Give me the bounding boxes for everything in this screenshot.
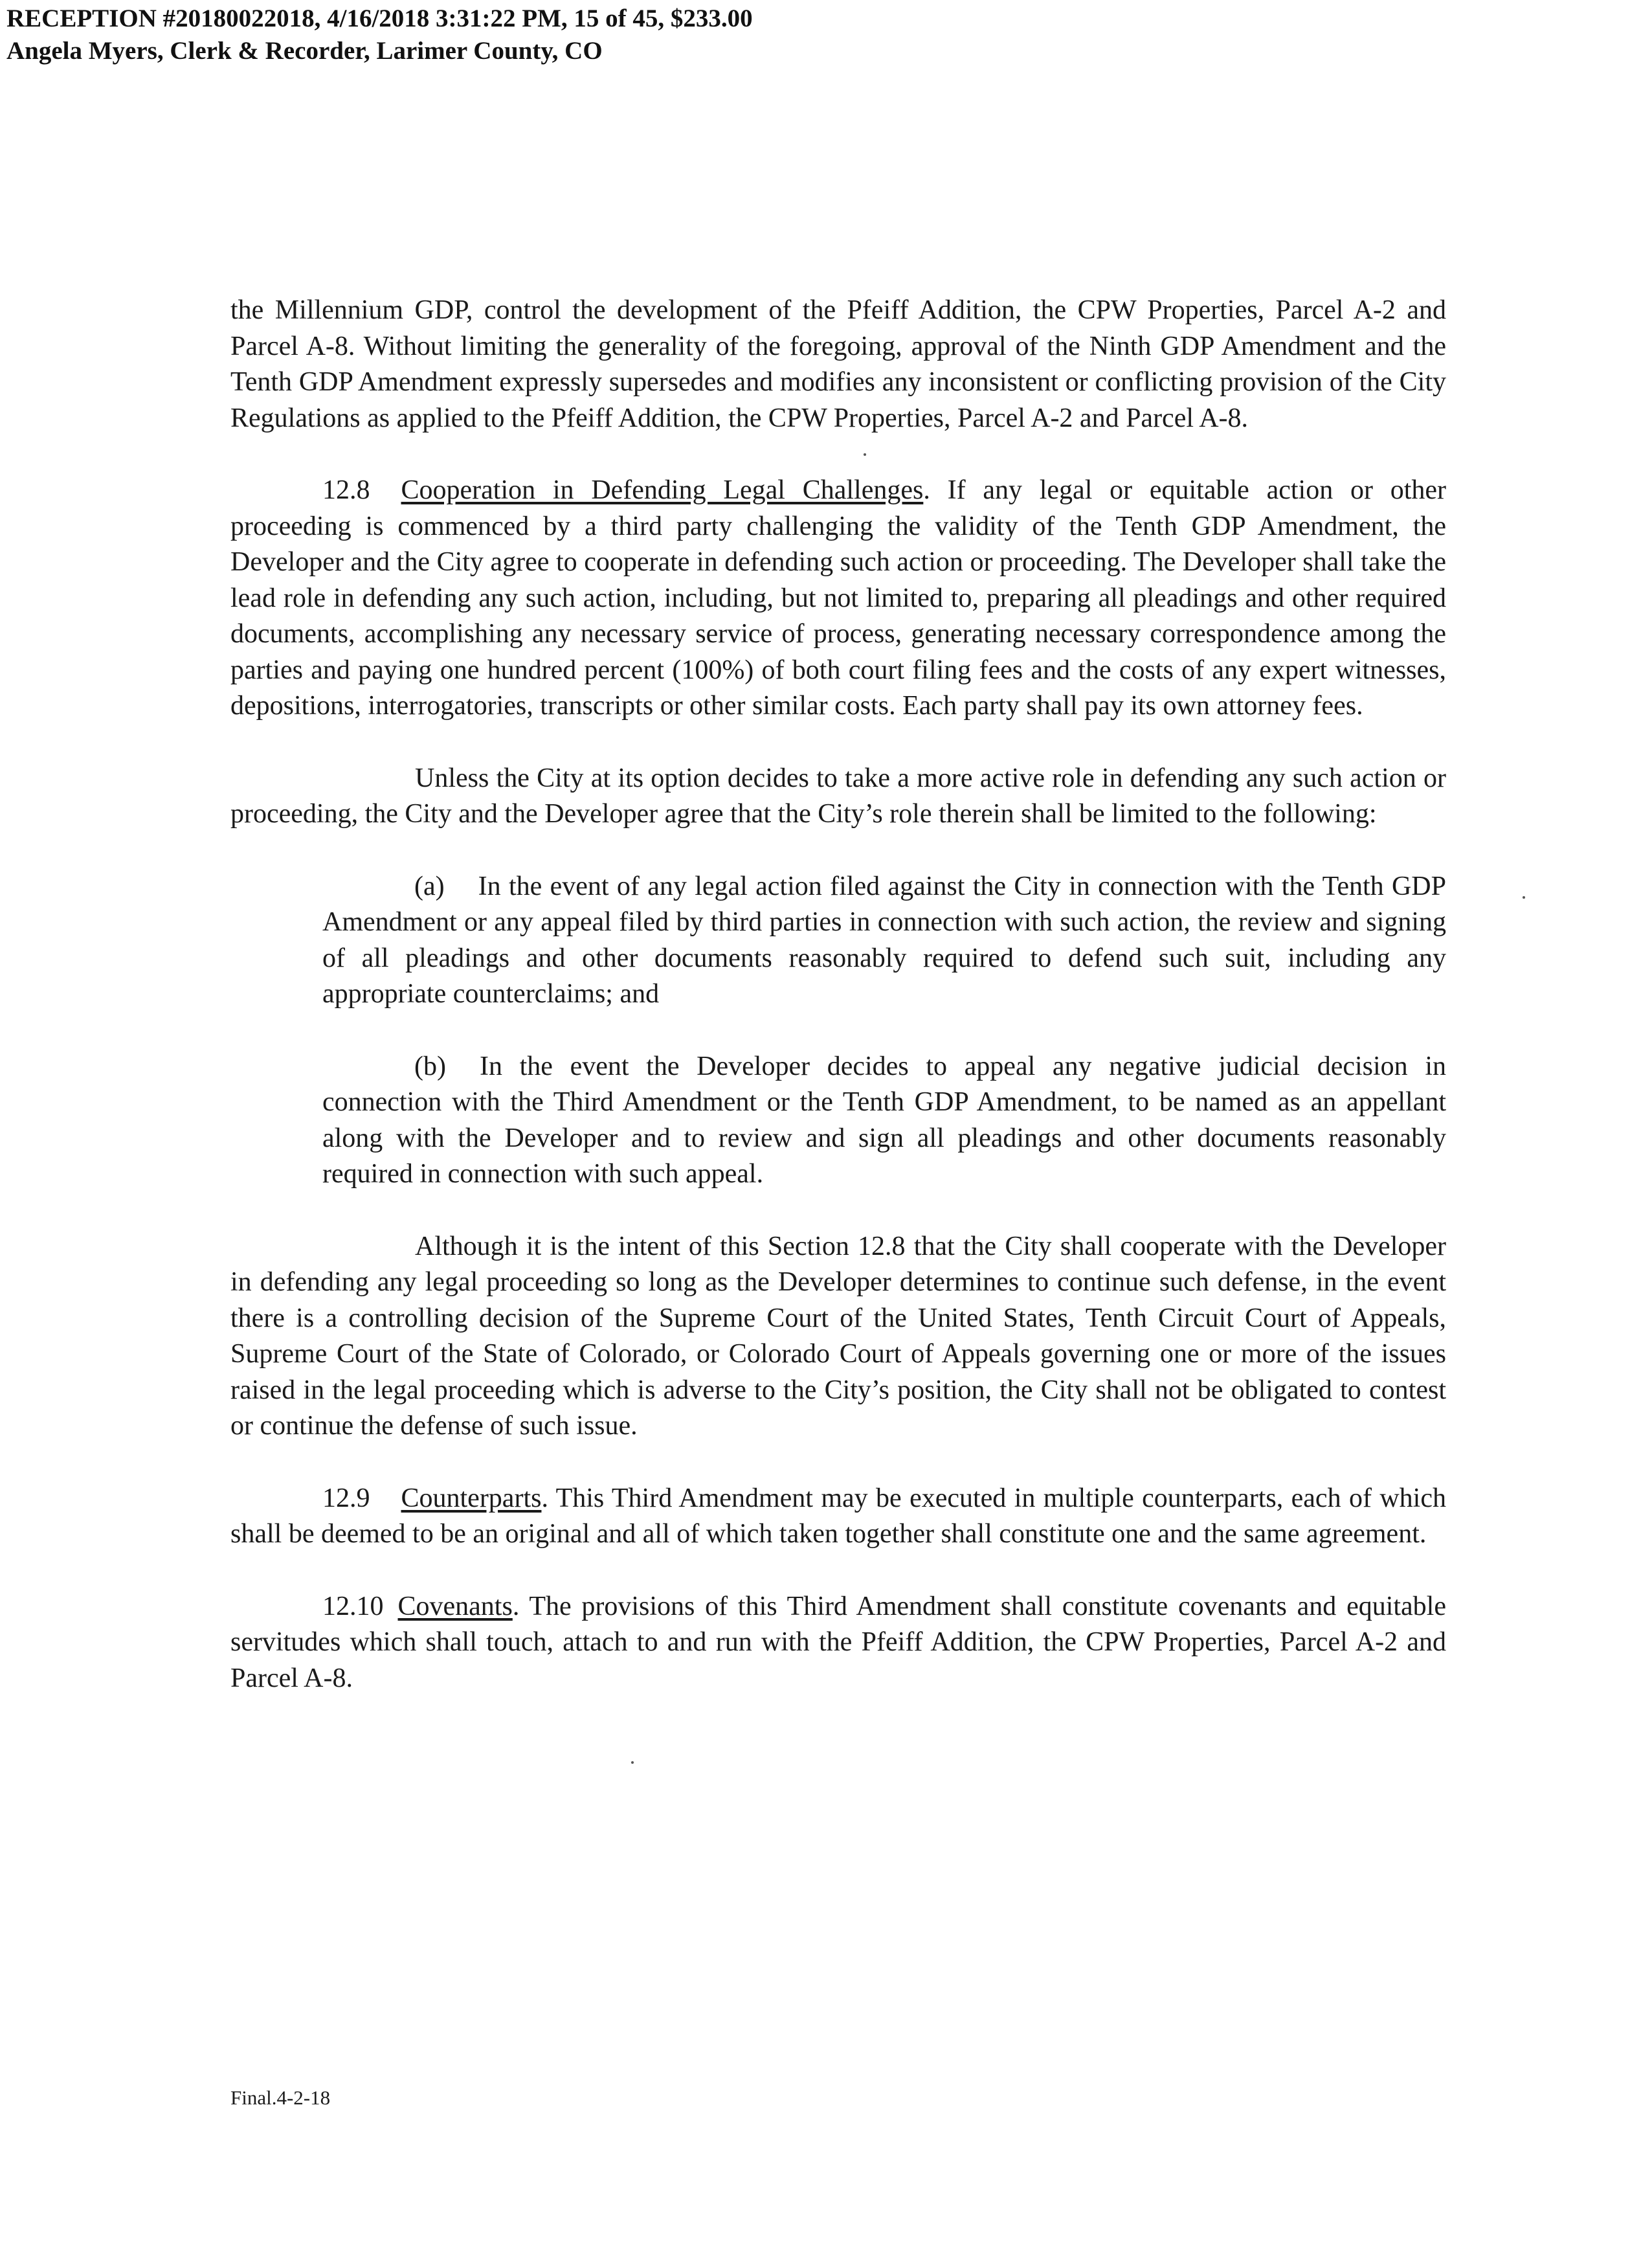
item-b — [322, 1049, 1446, 1193]
item-a-text: In the event of any legal action filed against the City in connection with the Tenth GDP Amendment or any appeal filed by third parties in connection with such action, the review and signing of all pleadings and other documents reasonably required to defend such suit, including any appropriate counterclaims; and — [322, 871, 1446, 1009]
unless-paragraph: Unless the City at its option decides to take a more active role in defending any such action or proceeding, the City and the Developer agree that the City’s role therein shall be limited to the following: — [230, 763, 1446, 829]
section-12-10-text: . The provisions of this Third Amendment shall constitute covenants and equitable servitudes which shall touch, attach to and run with the Pfeiff Addition, the CPW Properties, Parcel A-2 and Parcel A-8. — [230, 1591, 1446, 1693]
section-12-9-heading: Counterparts — [401, 1483, 542, 1513]
continuation-paragraph: the Millennium GDP, control the development of the Pfeiff Addition, the CPW Properties, Parcel A-2 and Parcel A-8. Without limiting the generality of the foregoing, approval of the Ninth GDP Amendment and the Tenth GDP Amendment expressly supersedes and modifies any inconsistent or conflicting provision of the City Regulations as applied to the Pfeiff Addition, the CPW Properties, Parcel A-2 and Parcel A-8. — [230, 295, 1446, 433]
section-12-8 — [230, 473, 1446, 725]
section-12-8-heading: Cooperation in Defending Legal Challenges — [401, 475, 924, 505]
document-body — [230, 293, 1446, 1733]
scan-speck — [1523, 896, 1525, 899]
item-a-label: (a) — [414, 871, 445, 901]
scan-speck — [864, 453, 866, 456]
item-b-text: In the event the Developer decides to appeal any negative judicial decision in connection with the Third Amendment or the Tenth GDP Amendment, to be named as an appellant along with the Developer and to review and sign all pleadings and other documents reasonably required in connection with such appeal. — [322, 1051, 1446, 1189]
section-12-9-number: 12.9 — [322, 1483, 370, 1513]
scan-speck — [631, 1761, 634, 1764]
section-12-9-text: . This Third Amendment may be executed in multiple counterparts, each of which shall be deemed to be an original and all of which taken together shall constitute one and the same agreement. — [230, 1483, 1446, 1549]
although-paragraph: Although it is the intent of this Section 12.8 that the City shall cooperate with the Developer in defending any legal proceeding so long as the Developer determines to continue such defense, in the event there is a controlling decision of the Supreme Court of the United States, Tenth Circuit Court of Appeals, Supreme Court of the State of Colorado, or Colorado Court of Appeals governing one or more of the issues raised in the legal proceeding which is adverse to the City’s position, the City shall not be obligated to contest or continue the defense of such issue. — [230, 1231, 1446, 1441]
recorder-line: Angela Myers, Clerk & Recorder, Larimer County, CO — [6, 37, 603, 65]
section-12-9 — [230, 1481, 1446, 1553]
recording-stamp — [6, 3, 753, 67]
footer-version: Final.4-2-18 — [230, 2086, 331, 2109]
section-12-8-text: . If any legal or equitable action or other proceeding is commenced by a third party challenging the validity of the Tenth GDP Amendment, the Developer and the City agree to cooperate in defending such action or proceeding. The Developer shall take the lead role in defending any such action, including, but not limited to, preparing all pleadings and other required documents, accomplishing any necessary service of process, generating necessary correspondence among the parties and paying one hundred percent (100%) of both court filing fees and the costs of any expert witnesses, depositions, interrogatories, transcripts or other similar costs. Each party shall pay its own attorney fees. — [230, 475, 1446, 721]
reception-line: RECEPTION #20180022018, 4/16/2018 3:31:22 PM, 15 of 45, $233.00 — [6, 5, 753, 32]
item-a — [322, 869, 1446, 1013]
section-12-10-number: 12.10 — [322, 1591, 384, 1621]
section-12-10-heading: Covenants — [397, 1591, 513, 1621]
item-b-label: (b) — [414, 1051, 446, 1081]
section-12-10 — [230, 1589, 1446, 1697]
section-12-8-number: 12.8 — [322, 475, 370, 505]
